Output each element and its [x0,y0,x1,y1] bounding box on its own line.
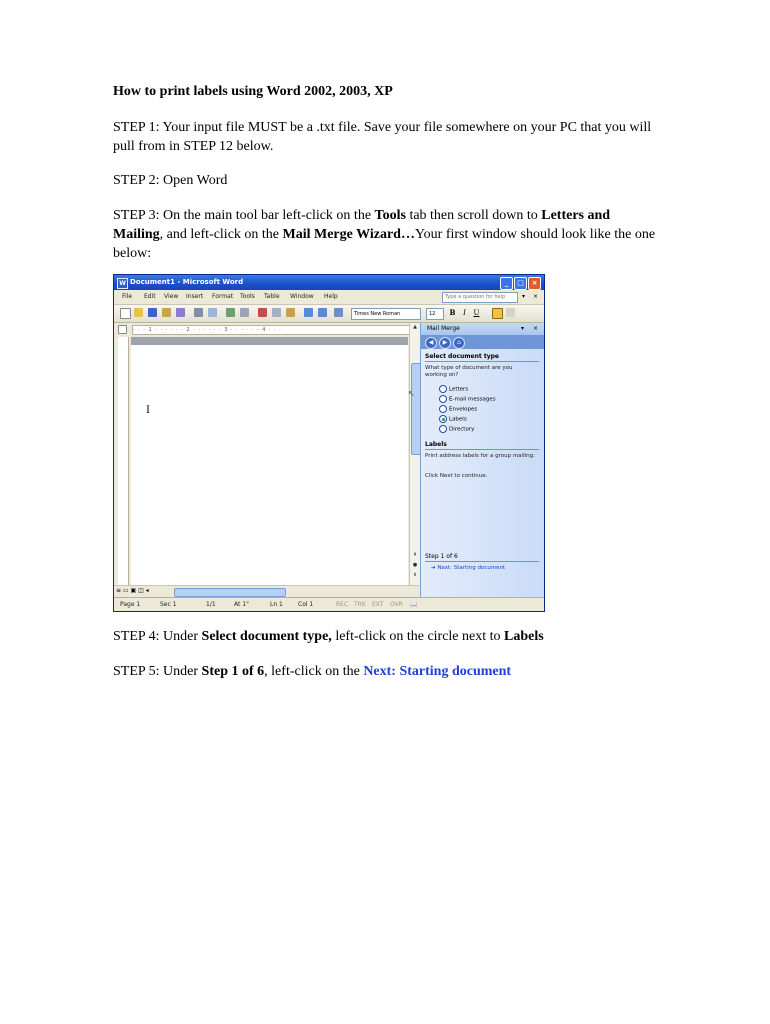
letters-mailing-label: Letters and Mailing [113,208,611,242]
status-line: Ln 1 [270,601,283,608]
radio-labels[interactable]: Labels [439,415,467,423]
radio-labels-circle[interactable] [439,415,447,423]
forward-icon[interactable]: ▶ [439,337,451,349]
research-icon[interactable] [240,308,249,317]
next-starting-document-text: Next: Starting document [363,664,512,679]
menu-format[interactable]: Format [212,293,234,300]
word-titlebar [114,275,544,290]
mail-merge-wizard-label: Mail Merge Wizard… [282,227,415,242]
arrow-right-icon: ➔ [431,565,438,571]
status-rec: REC [336,601,349,608]
taskpane-menu-icon[interactable]: ▾ [521,325,525,332]
taskpane-close-icon[interactable]: × [533,325,539,332]
select-document-type-heading: Select document type [425,353,499,360]
taskpane-title: Mail Merge [427,325,460,332]
radio-email[interactable]: E-mail messages [439,395,496,403]
font-name-select[interactable]: Times New Roman [351,308,421,320]
tab-selector-icon[interactable] [118,325,127,334]
step4-text: STEP 4: Under Select document type, left-click on the circle next to Labels [113,629,544,644]
step3-text: STEP 3: On the main tool bar left-click on the Tools tab then scroll down to Letters and Mailing, and left-click on the Mail Merge Wizard…Your first window should look like the one below: [113,208,656,261]
step1-text: STEP 1: Your input file MUST be a .txt file. Save your file somewhere on your PC that you will pull from in STEP 12 below. [113,120,652,154]
italic-button[interactable]: I [463,309,466,317]
table-icon[interactable] [334,308,343,317]
radio-directory[interactable]: Directory [439,425,474,433]
word-screenshot [113,274,545,612]
page-top-margin [131,337,408,345]
status-page: Page 1 [120,601,141,608]
menu-view[interactable]: View [164,293,179,300]
menu-tools[interactable]: Tools [240,293,255,300]
taskpane-header [421,323,545,335]
menu-window[interactable]: Window [290,293,314,300]
document-type-question: What type of document are you working on? [425,365,513,378]
menu-file[interactable]: File [122,293,133,300]
horizontal-scrollbar[interactable] [114,585,419,597]
scroll-up-icon[interactable]: ▲ [413,324,417,330]
menu-help[interactable]: Help [324,293,338,300]
print-icon[interactable] [194,308,203,317]
text-cursor: I [146,405,150,416]
word-toolbar [114,305,544,323]
prev-page-icon[interactable]: ⇞ [412,552,418,558]
labels-heading: Labels [425,441,447,448]
print-preview-icon[interactable] [208,308,217,317]
word-app-icon: W [117,278,128,289]
font-size-select[interactable]: 12 [426,308,444,320]
align-center-icon[interactable] [506,308,515,317]
labels-divider [425,449,539,450]
vertical-ruler [118,337,129,585]
mail-merge-taskpane [420,323,545,597]
vertical-scrollbar[interactable] [409,323,420,585]
back-icon[interactable]: ◀ [425,337,437,349]
align-left-icon[interactable] [492,308,503,319]
chevron-down-icon[interactable]: ▾ [522,293,526,300]
browse-object-icon[interactable]: ● [412,562,418,568]
radio-letters[interactable]: Letters [439,385,468,393]
status-ovr: OVR [390,601,403,608]
status-column: Col 1 [298,601,314,608]
new-document-icon[interactable] [120,308,131,319]
open-folder-icon[interactable] [134,308,143,317]
bold-button[interactable]: B [449,308,456,317]
maximize-icon[interactable]: □ [514,277,527,290]
status-trk: TRK [354,601,366,608]
word-statusbar [114,597,544,612]
status-at: At 1" [234,601,249,608]
view-buttons[interactable]: ≡ ▭ ▣ ◫ ◂ [116,587,149,594]
radio-email-circle[interactable] [439,395,447,403]
save-icon[interactable] [148,308,157,317]
paste-icon[interactable] [286,308,295,317]
tools-label: Tools [374,208,406,223]
step-indicator: Step 1 of 6 [425,553,458,560]
horizontal-ruler: · · · 1 · · · · · · 2 · · · · · · 3 · · · · · · 4 · · · [132,325,410,335]
mouse-pointer-icon: ↖ [408,389,415,398]
spelling-icon[interactable] [226,308,235,317]
undo-icon[interactable] [304,308,313,317]
permission-icon[interactable] [162,308,171,317]
radio-letters-circle[interactable] [439,385,447,393]
status-ext: EXT [372,601,384,608]
section-divider [425,361,539,362]
status-section: Sec 1 [160,601,177,608]
word-menubar [114,290,544,305]
document-page[interactable] [131,345,408,585]
labels-description: Print address labels for a group mailing. [425,453,535,459]
taskpane-nav [421,335,545,349]
status-pages: 1/1 [206,601,216,608]
close-icon[interactable]: × [528,277,541,290]
heading: How to print labels using Word 2002, 2003, XP [113,84,393,99]
underline-button[interactable]: U [473,309,480,317]
copy-icon[interactable] [272,308,281,317]
ask-question-box[interactable]: Type a question for help [442,292,518,303]
email-icon[interactable] [176,308,185,317]
cut-icon[interactable] [258,308,267,317]
next-page-icon[interactable]: ⇟ [412,572,418,578]
word-window-title: Document1 - Microsoft Word [130,278,244,286]
step5-text: STEP 5: Under Step 1 of 6, left-click on the Next: Starting document [113,664,512,679]
menu-table[interactable]: Table [264,293,280,300]
next-starting-document-link[interactable]: ➔ Next: Starting document [431,565,506,571]
radio-directory-circle[interactable] [439,425,447,433]
radio-envelopes-circle[interactable] [439,405,447,413]
taskpane-body [421,349,545,597]
menu-insert[interactable]: Insert [186,293,204,300]
redo-icon[interactable] [318,308,327,317]
menu-edit[interactable]: Edit [144,293,156,300]
step-divider [425,561,539,562]
minimize-icon[interactable]: _ [500,277,513,290]
radio-envelopes[interactable]: Envelopes [439,405,477,413]
home-icon[interactable]: ⌂ [453,337,465,349]
continue-instruction: Click Next to continue. [425,473,488,479]
step2-text: STEP 2: Open Word [113,173,228,188]
close-doc-icon[interactable]: × [533,293,539,300]
ruler-row [114,323,419,335]
horizontal-scroll-thumb[interactable] [174,588,286,597]
spelling-status-icon: 📖 [410,601,418,608]
